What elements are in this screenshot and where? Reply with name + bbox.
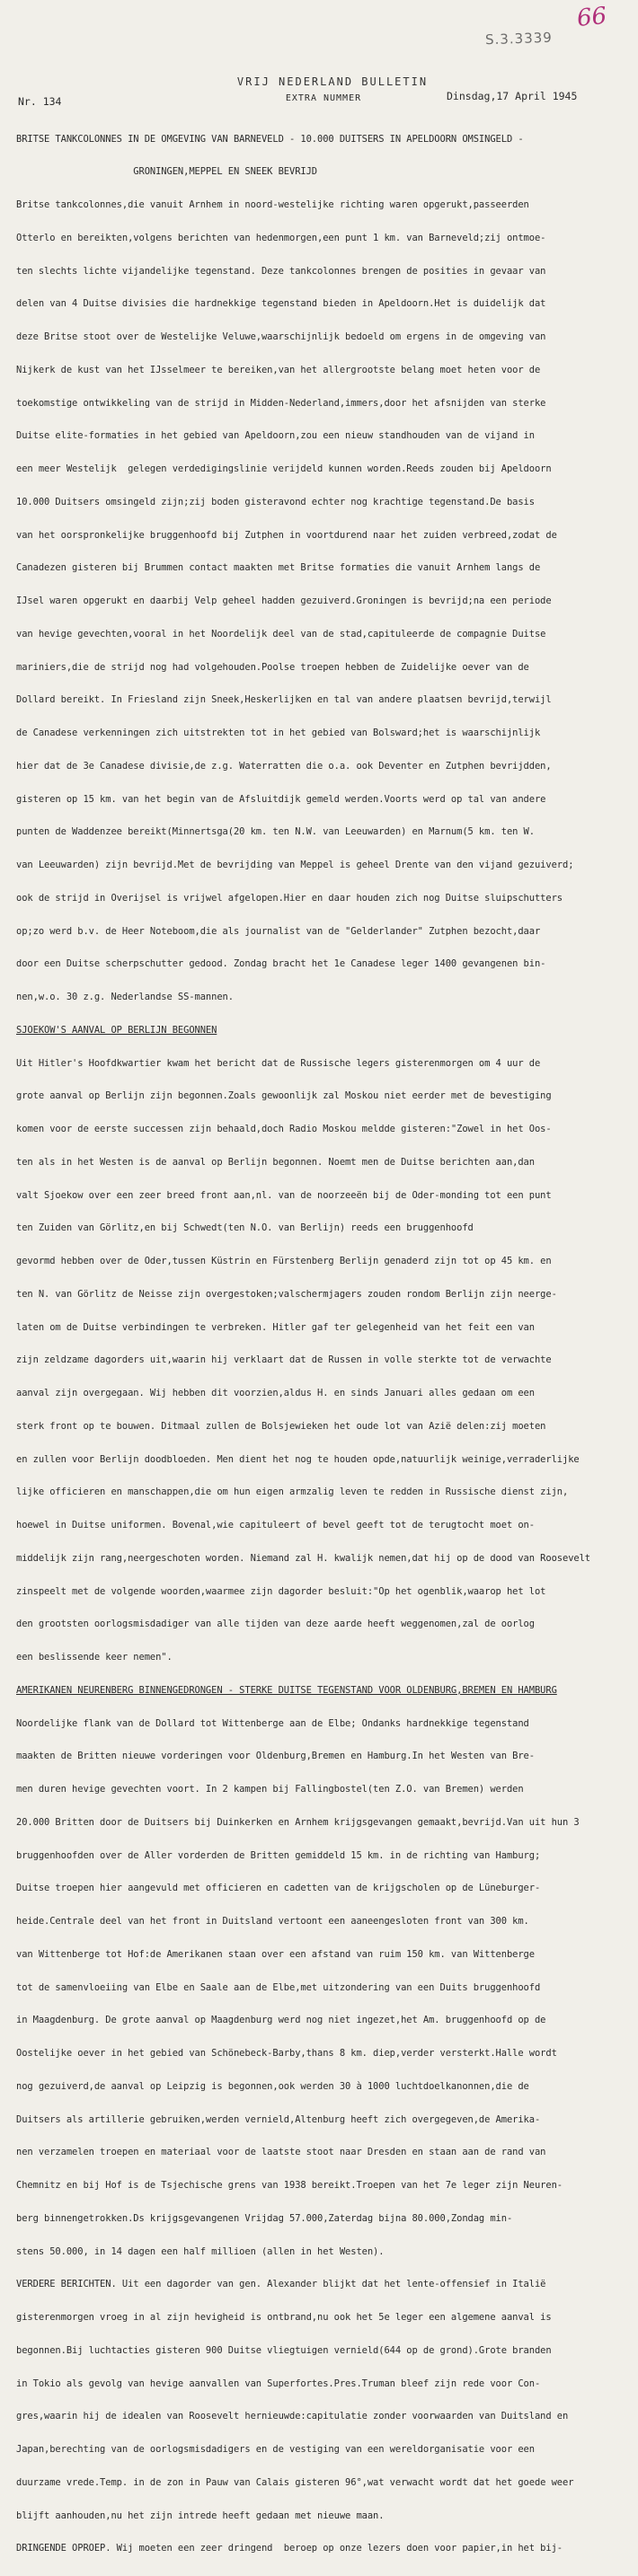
text-line: van Leeuwarden) zijn bevrijd.Met de bevrijding van Meppel is geheel Drente van den vijand gezuiverd; xyxy=(16,860,574,870)
text-line: mariniers,die de strijd nog had volgehouden.Poolse troepen hebben de Zuidelijke oever van de xyxy=(16,661,529,673)
text-line: duurzame vrede.Temp. in de zon in Pauw van Calais gisteren 96°,wat verwacht wordt dat het goede weer xyxy=(16,2476,574,2488)
text-line: Nijkerk de kust van het IJsselmeer te bereiken,van het allergrootste belang moet heten voor de xyxy=(16,364,541,375)
text-line: toekomstige ontwikkeling van de strijd in Midden-Nederland,immers,door het afsnijden van sterke xyxy=(16,397,546,409)
text-line: Noordelijke flank van de Dollard tot Wittenberge aan de Elbe; Ondanks hardnekkige tegenstand xyxy=(16,1717,529,1729)
text-line: VERDERE BERICHTEN. Uit een dagorder van gen. Alexander blijkt dat het lente-offensief in Italië xyxy=(16,2279,546,2290)
text-line: door een Duitse scherpschutter gedood. Zondag bracht het 1e Canadese leger 1400 gevangenen bin- xyxy=(16,958,546,970)
text-line: berg binnengetrokken.Ds krijgsgevangenen Vrijdag 57.000,Zaterdag bijna 80.000,Zondag min- xyxy=(16,2212,513,2224)
text-line: zijn zeldzame dagorders uit,waarin hij verklaart dat de Russen in volle sterkte tot de verwachte xyxy=(16,1354,552,1366)
text-line: DRINGENDE OPROEP. Wij moeten een zeer dringend beroep op onze lezers doen voor papier,in het bij- xyxy=(16,2543,563,2554)
text-line: GRONINGEN,MEPPEL EN SNEEK BEVRIJD xyxy=(16,166,318,178)
text-line: een beslissende keer nemen". xyxy=(16,1652,173,1663)
text-line: van Wittenberge tot Hof:de Amerikanen staan over een afstand van ruim 150 km. van Wittenberge xyxy=(16,1948,535,1960)
text-line: ten slechts lichte vijandelijke tegenstand. Deze tankcolonnes brengen de posities in gevaar van xyxy=(16,265,546,277)
bulletin-body xyxy=(16,111,627,2576)
text-line: ten als in het Westen is de aanval op Berlijn begonnen. Noemt men de Duitse berichten aan,dan xyxy=(16,1156,535,1168)
text-line: gres,waarin hij de idealen van Roosevelt hernieuwde:capitulatie zonder voorwaarden van Duitsland en xyxy=(16,2411,569,2422)
text-line: komen voor de eerste successen zijn behaald,doch Radio Moskou meldde gisteren:"Zowel in het Oos- xyxy=(16,1124,552,1134)
text-line: Oostelijke oever in het gebied van Schönebeck-Barby,thans 8 km. diep,verder versterkt.Halle wordt xyxy=(16,2048,557,2059)
text-line: en zullen voor Berlijn doodbloeden. Men dient het nog te houden opde,natuurlijk weinige,verraderlijke xyxy=(16,1453,580,1465)
text-line: maakten de Britten nieuwe vorderingen voor Oldenburg,Bremen en Hamburg.In het Westen van Bre- xyxy=(16,1751,535,1762)
text-line: heide.Centrale deel van het front in Duitsland vertoont een aaneengesloten front van 300 km. xyxy=(16,1916,529,1927)
section-heading: AMERIKANEN NEURENBERG BINNENGEDRONGEN - STERKE DUITSE TEGENSTAND VOOR OLDENBURG,BREMEN EN HAMBURG xyxy=(16,1684,557,1696)
text-line: van het oorspronkelijke bruggenhoofd bij Zutphen in voortdurend naar het zuiden verbreed,zodat de xyxy=(16,529,557,541)
text-line: Chemnitz en bij Hof is de Tsjechische grens van 1938 bereikt.Troepen van het 7e leger zijn Neuren- xyxy=(16,2180,563,2191)
text-line: nog gezuiverd,de aanval op Leipzig is begonnen,ook werden 30 à 1000 luchtdoelkanonnen,die de xyxy=(16,2080,529,2092)
text-line: op;zo werd b.v. de Heer Noteboom,die als journalist van de "Gelderlander" Zutphen bezocht,daar xyxy=(16,925,541,937)
text-line: middelijk zijn rang,neergeschoten worden. Niemand zal H. kwalijk nemen,dat hij op de dood van Roosevelt xyxy=(16,1552,591,1564)
text-line: zinspeelt met de volgende woorden,waarmee zijn dagorder besluit:"Op het ogenblik,waarop het lot xyxy=(16,1585,546,1597)
text-line: 10.000 Duitsers omsingeld zijn;zij boden gisteravond echter nog krachtige tegenstand.De basis xyxy=(16,496,535,507)
text-line: punten de Waddenzee bereikt(Minnertsga(20 km. ten N.W. van Leeuwarden) en Marnum(5 km. ten W. xyxy=(16,826,535,838)
text-line: aanval zijn overgegaan. Wij hebben dit voorzien,aldus H. en sinds Januari alles gedaan om een xyxy=(16,1388,535,1398)
text-line: delen van 4 Duitse divisies die hardnekkige tegenstand bieden in Apeldoorn.Het is duidelijk dat xyxy=(16,298,546,310)
archive-reference: S.3.3339 xyxy=(484,29,554,49)
text-line: stens 50.000, in 14 dagen een half millioen (allen in het Westen). xyxy=(16,2245,385,2257)
text-line: grote aanval op Berlijn zijn begonnen.Zoals gewoonlijk zal Moskou niet eerder met de bevestiging xyxy=(16,1090,552,1102)
section-heading: SJOEKOW'S AANVAL OP BERLIJN BEGONNEN xyxy=(16,1024,217,1036)
text-line: hier dat de 3e Canadese divisie,de z.g. Waterratten die o.a. ook Deventer en Zutphen bevrijdden, xyxy=(16,760,552,772)
text-line: gisteren op 15 km. van het begin van de Afsluitdijk gemeld werden.Voorts werd op tal van andere xyxy=(16,793,546,805)
text-line: Japan,berechting van de oorlogsmisdadigers en de vestiging van een wereldorganisatie voor een xyxy=(16,2444,535,2455)
text-line: hoewel in Duitse uniformen. Bovenal,wie capituleert of bevel geeft tot de terugtocht moet on- xyxy=(16,1520,535,1531)
text-line: Britse tankcolonnes,die vanuit Arnhem in noord-westelijke richting waren opgerukt,passeerden xyxy=(16,199,529,210)
text-line: de Canadese verkenningen zich uitstrekten tot in het gebied van Bolsward;het is waarschijnlijk xyxy=(16,728,541,738)
text-line: tot de samenvloeiing van Elbe en Saale aan de Elbe,met uitzondering van een Duits bruggenhoofd xyxy=(16,1981,541,1993)
text-line: in Maagdenburg. De grote aanval op Maagdenburg werd nog niet ingezet,het Am. bruggenhoofd op de xyxy=(16,2015,546,2026)
text-line: laten om de Duitse verbindingen te verbreken. Hitler gaf ter gelegenheid van het feit een van xyxy=(16,1321,535,1333)
text-line: Duitse troepen hier aangevuld met officieren en cadetten van de krijgscholen op de Lüneburger- xyxy=(16,1883,541,1894)
text-line: van hevige gevechten,vooral in het Noordelijk deel van de stad,capituleerde de compagnie Duitse xyxy=(16,628,546,640)
text-line: ten N. van Görlitz de Neisse zijn overgestoken;valschermjagers zouden rondom Berlijn zijn neerge- xyxy=(16,1288,557,1300)
text-line: Uit Hitler's Hoofdkwartier kwam het bericht dat de Russische legers gisterenmorgen om 4 uur de xyxy=(16,1057,541,1069)
text-line: Dollard bereikt. In Friesland zijn Sneek,Heskerlijken en tal van andere plaatsen bevrijd,terwijl xyxy=(16,694,552,706)
text-line: bruggenhoofden over de Aller vorderden de Britten gemiddeld 15 km. in de richting van Hamburg; xyxy=(16,1849,541,1861)
text-line: den grootsten oorlogsmisdadiger van alle tijden van deze aarde heeft weggenomen,zal de oorlog xyxy=(16,1619,535,1630)
text-line: begonnen.Bij luchtacties gisteren 900 Duitse vliegtuigen vernield(644 op de grond).Grote branden xyxy=(16,2344,552,2356)
text-line: nen verzamelen troepen en materiaal voor de laatste stoot naar Dresden en staan aan de rand van xyxy=(16,2147,546,2158)
text-line: Canadezen gisteren bij Brummen contact maakten met Britse formaties die vanuit Arnhem langs de xyxy=(16,562,541,574)
text-line: gevormd hebben over de Oder,tussen Küstrin en Fürstenberg Berlijn genaderd zijn tot op 45 km. en xyxy=(16,1256,552,1266)
text-line: BRITSE TANKCOLONNES IN DE OMGEVING VAN BARNEVELD - 10.000 DUITSERS IN APELDOORN OMSINGELD - xyxy=(16,133,524,145)
text-line: Otterlo en bereikten,volgens berichten van hedenmorgen,een punt 1 km. van Barneveld;zij ontmoe- xyxy=(16,232,546,243)
handwritten-page-number: 66 xyxy=(575,2,608,33)
text-line: Duitsers als artillerie gebruiken,werden vernield,Altenburg heeft zich overgegeven,de Amerika- xyxy=(16,2113,541,2125)
text-line: in Tokio als gevolg van hevige aanvallen van Superfortes.Pres.Truman bleef zijn rede voor Con- xyxy=(16,2378,541,2389)
text-line: 20.000 Britten door de Duitsers bij Duinkerken en Arnhem krijgsgevangen gemaakt,bevrijd.Van uit hun 3 xyxy=(16,1816,580,1828)
text-line: ook de strijd in Overijsel is vrijwel afgelopen.Hier en daar houden zich nog Duitse sluipschutters xyxy=(16,892,563,904)
text-line: blijft aanhouden,nu het zijn intrede heeft gedaan met nieuwe maan. xyxy=(16,2510,385,2521)
text-line: valt Sjoekow over een zeer breed front aan,nl. van de noorzeeën bij de Oder-monding tot een punt xyxy=(16,1189,552,1201)
text-line: nen,w.o. 30 z.g. Nederlandse SS-mannen. xyxy=(16,992,234,1002)
text-line: sterk front op te bouwen. Ditmaal zullen de Bolsjewieken het oude lot van Azië delen:zij moeten xyxy=(16,1420,546,1432)
text-line: deze Britse stoot over de Westelijke Veluwe,waarschijnlijk bedoeld om ergens in de omgeving van xyxy=(16,331,546,342)
text-line: IJsel waren opgerukt en daarbij Velp geheel hadden gezuiverd.Groningen is bevrijd;na een periode xyxy=(16,595,552,606)
masthead-title: VRIJ NEDERLAND BULLETIN xyxy=(236,75,429,88)
issue-number: Nr. 134 xyxy=(18,95,62,108)
text-line: men duren hevige gevechten voort. In 2 kampen bij Fallingbostel(ten Z.O. van Bremen) werden xyxy=(16,1784,524,1795)
issue-date: Dinsdag,17 April 1945 xyxy=(447,90,578,102)
masthead-subtitle: EXTRA NUMMER xyxy=(285,93,362,103)
text-line: lijke officieren en manschappen,die om hun eigen armzalig leven te redden in Russische dienst zijn, xyxy=(16,1486,569,1498)
text-line: Duitse elite-formaties in het gebied van Apeldoorn,zou een nieuw standhouden van de vijand in xyxy=(16,430,535,442)
text-line: een meer Westelijk gelegen verdedigingslinie verijdeld kunnen worden.Reeds zouden bij Apeldoorn xyxy=(16,463,552,474)
text-line: gisterenmorgen vroeg in al zijn hevigheid is ontbrand,nu ook het 5e leger een algemene aanval is xyxy=(16,2312,552,2323)
text-line: ten Zuiden van Görlitz,en bij Schwedt(ten N.O. van Berlijn) reeds een bruggenhoofd xyxy=(16,1222,474,1234)
